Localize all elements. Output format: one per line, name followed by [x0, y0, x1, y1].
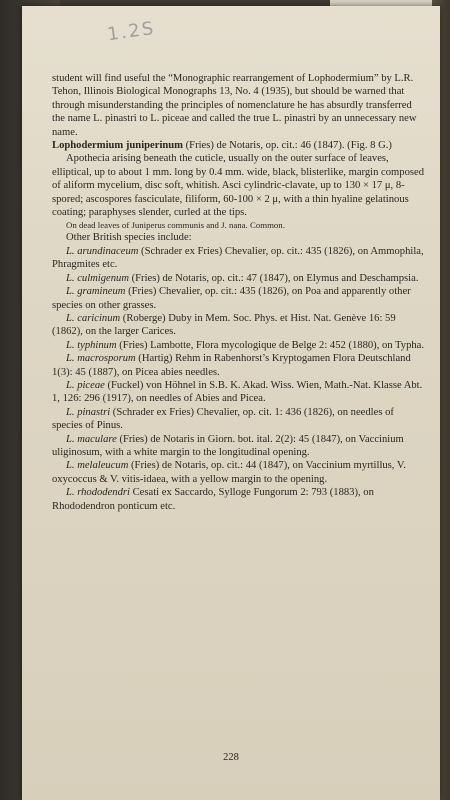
species-text: Cesati ex Saccardo, Sylloge Fungorum 2: 793 (1883), on Rhododendron ponticum etc.: [52, 487, 374, 512]
margin-pencil-note: 1.2S: [106, 17, 157, 46]
species-entry: [52, 245, 427, 272]
species-text: (Fries) de Notaris in Giorn. bot. ital. 2(2): 45 (1847), on Vaccinium uliginosum, with a white margin to the longitudinal opening.: [52, 433, 404, 458]
species-name: L. culmigenum: [66, 272, 129, 284]
species-text: (Fries) Chevalier, op. cit.: 435 (1826), on Poa and apparently other species on other grasses.: [52, 286, 411, 311]
species-entry: [52, 406, 427, 433]
other-species-heading: Other British species include:: [66, 232, 192, 244]
intro-paragraph: student will find useful the “Monographic rearrangement of Lophodermium” by L.R. Tehon, Illinois Biological Monographs 13, No. 4 (1935), but should be warned that through misunderstanding the principles of nomenclature he has absurdly transferred the name L. pinastri to L. piceae and called the true L. pinastri by an unnecessary new name.: [52, 73, 417, 138]
species-text: (Schrader ex Fries) Chevalier, op. cit. 1: 436 (1826), on needles of species of Pinus.: [52, 406, 394, 432]
heading-species: juniperinum: [125, 140, 183, 152]
species-text: (Hartig) Rehm in Rabenhorst’s Kryptogamen Flora Deutschland 1(3): 45 (1887), on Picea abies needles.: [52, 353, 411, 378]
species-name: L. piceae: [66, 379, 105, 391]
species-text: (Fries) de Notaris, op. cit.: 44 (1847), on Vaccinium myrtillus, V. oxycoccus & V. vitis-idaea, with a yellow margin to the opening.: [52, 460, 406, 485]
species-list: [52, 245, 427, 513]
species-entry: [52, 459, 427, 486]
species-name: L. arundinaceum: [66, 245, 139, 257]
species-text: (Fuckel) von Höhnel in S.B. K. Akad. Wiss. Wien, Math.-Nat. Klasse Abt. 1, 126: 296 (1917), on needles of Abies and Picea.: [52, 379, 423, 405]
species-entry: [52, 486, 427, 513]
species-name: L. maculare: [66, 433, 117, 445]
species-heading: [52, 139, 427, 152]
species-entry: [52, 339, 427, 352]
page-content: [52, 72, 427, 513]
heading-citation: (Fries) de Notaris, op. cit.: 46 (1847). (Fig. 8 G.): [183, 140, 392, 152]
species-name: L. rhododendri: [66, 487, 130, 499]
species-entry: [52, 312, 427, 339]
species-name: L. gramineum: [66, 286, 126, 298]
species-text: (Fries) Lambotte, Flora mycologique de Belge 2: 452 (1880), on Typha.: [116, 339, 425, 351]
description-paragraph: Apothecia arising beneath the cuticle, usually on the outer surface of leaves, elliptical, up to about 1 mm. long by 0.4 mm. wide, black, blisterlike, margin composed of aliform mycelium, disc soft, whitish. Asci cylindric-clavate, up to 130 × 17 μ, 8-spored; ascospores fasciculate, filiform, 60-100 × 2 μ, with a thin hyaline gelatinous coating; paraphyses slender, curled at the tips.: [52, 153, 424, 219]
species-text: (Fries) de Notaris, op. cit.: 47 (1847), on Elymus and Deschampsia.: [128, 272, 419, 284]
heading-genus: Lophodermium: [52, 140, 124, 152]
species-entry: [52, 379, 427, 406]
species-text: (Roberge) Duby in Mem. Soc. Phys. et Hist. Nat. Genève 16: 59 (1862), on the larger Carices.: [52, 312, 396, 338]
species-entry: [52, 352, 427, 379]
species-name: L. pinastri: [66, 406, 111, 418]
species-name: L. typhinum: [66, 339, 117, 351]
species-text: (Schrader ex Fries) Chevalier, op. cit.: 435 (1826), on Ammophila, Phragmites etc.: [52, 245, 424, 271]
species-entry: [52, 433, 427, 460]
habitat-note: On dead leaves of Juniperus communis and J. nana. Common.: [66, 220, 285, 231]
species-name: L. melaleucum: [66, 460, 129, 472]
species-name: L. macrosporum: [66, 353, 136, 365]
page-number: 228: [223, 752, 239, 763]
species-name: L. caricinum: [66, 312, 121, 324]
species-entry: [52, 285, 427, 312]
book-page: [22, 6, 440, 800]
species-entry: [52, 272, 427, 285]
